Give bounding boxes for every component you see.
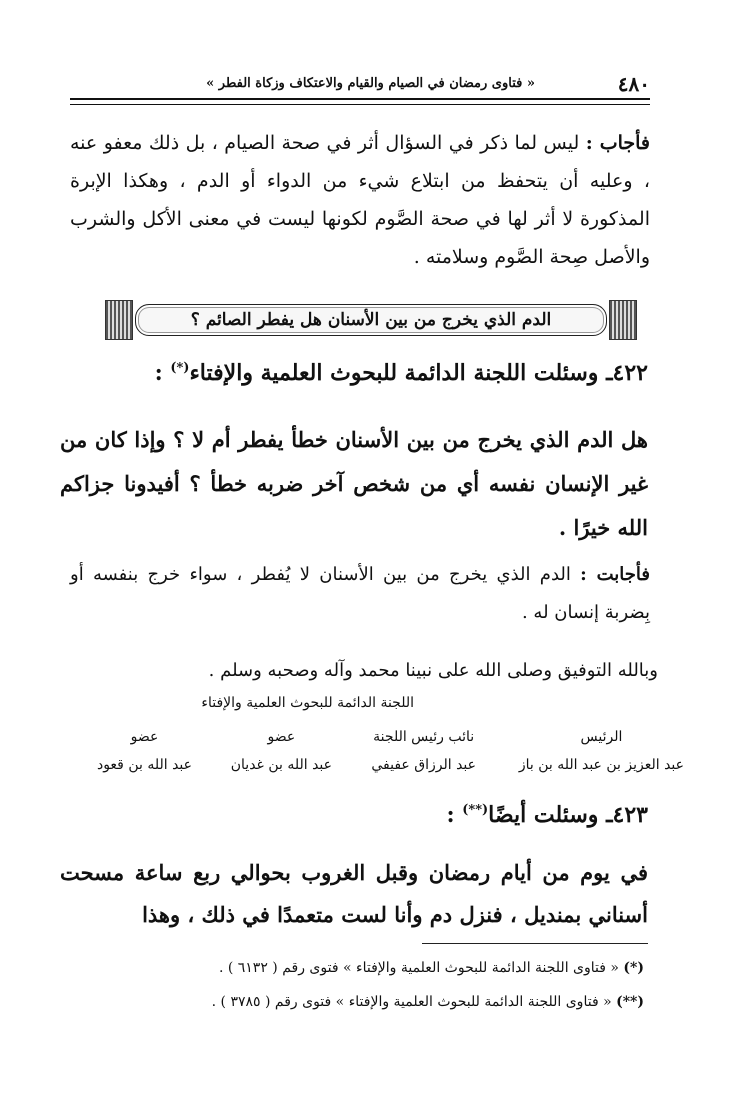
fatwa-423-heading: [70, 802, 648, 828]
footnote-ref: (**): [462, 802, 489, 818]
running-title: « فتاوى رمضان في الصيام والقيام والاعتكاف وزكاة الفطر »: [206, 76, 535, 91]
question-423: في يوم من أيام رمضان وقبل الغروب بحوالي ربع ساعة مسحت أسناني بمنديل ، فنزل دم وأنا لست متعمدًا في ذلك ، وهذا: [60, 860, 648, 927]
header-rule: [70, 98, 650, 105]
page-number: ٤٨٠: [617, 72, 650, 96]
heading-colon: :: [446, 802, 463, 828]
section-banner: [105, 300, 637, 340]
footnote-ref: (*): [170, 360, 190, 376]
footnote-mark: (*): [623, 960, 644, 976]
committee-title: اللجنة الدائمة للبحوث العلمية والإفتاء: [201, 695, 414, 711]
answer-paragraph-1: [70, 124, 650, 276]
heading-text: ٤٢٢ـ وسئلت اللجنة الدائمة للبحوث العلمية والإفتاء: [189, 360, 648, 386]
banner-ornament-left: [105, 300, 133, 340]
heading-text: ٤٢٣ـ وسئلت أيضًا: [488, 802, 648, 828]
banner-ornament-right: [609, 300, 637, 340]
footnote-rule: [422, 943, 648, 944]
member-4: [97, 729, 192, 773]
question-422: هل الدم الذي يخرج من بين الأسنان خطأ يفطر أم لا ؟ وإذا كان من غير الإنسان نفسه أي من شخص آخر ضربه خطأ ؟ أفيدونا جزاكم الله خيرًا .: [60, 427, 648, 540]
footnote-text: « فتاوى اللجنة الدائمة للبحوث العلمية والإفتاء » فتوى رقم ( ٣٧٨٥ ) .: [211, 994, 617, 1010]
member-name: عبد الرزاق عفيفي: [371, 757, 476, 773]
member-role: عضو: [130, 729, 159, 745]
answer-text: ليس لما ذكر في السؤال أثر في صحة الصيام ، بل ذلك معفو عنه ، وعليه أن يتحفظ من ابتلاع شيء من الدواء أو الدم ، وهكذا الإبرة المذكورة لا أثر لها في صحة الصَّوم لكونها ليست في معنى الأكل والشرب والأصل صِحة الصَّوم وسلامته .: [70, 132, 650, 268]
footnote-1: [70, 960, 644, 976]
member-3: [231, 729, 332, 773]
footnote-2: [70, 994, 644, 1010]
member-deputy: [371, 729, 476, 773]
committee-members: [70, 729, 684, 789]
member-name: عبد الله بن غديان: [230, 757, 332, 773]
footnote-mark: (**): [616, 994, 644, 1010]
member-chair: [519, 729, 684, 773]
member-role: عضو: [267, 729, 296, 745]
committee-signature: [70, 693, 684, 793]
member-role: نائب رئيس اللجنة: [373, 729, 475, 745]
fatwa-422-heading: [70, 360, 648, 386]
member-name: عبد العزيز بن عبد الله بن باز: [518, 757, 684, 773]
running-head: [70, 72, 650, 98]
member-role: الرئيس: [580, 729, 623, 745]
answer-text: الدم الذي يخرج من بين الأسنان لا يُفطر ، سواء خرج بنفسه أو بِضربة إنسان له .: [70, 564, 650, 623]
member-name: عبد الله بن قعود: [96, 757, 192, 773]
banner-title: الدم الذي يخرج من بين الأسنان هل يفطر الصائم ؟: [135, 304, 607, 336]
heading-colon: :: [154, 360, 171, 386]
footnote-text: « فتاوى اللجنة الدائمة للبحوث العلمية والإفتاء » فتوى رقم ( ٦١٣٢ ) .: [218, 960, 624, 976]
answer-lead: فأجابت :: [580, 564, 651, 585]
answer-paragraph-2: [70, 556, 650, 632]
answer-lead: فأجاب :: [585, 132, 651, 154]
closing-line: وبالله التوفيق وصلى الله على نبينا محمد وآله وصحبه وسلم .: [208, 660, 658, 681]
